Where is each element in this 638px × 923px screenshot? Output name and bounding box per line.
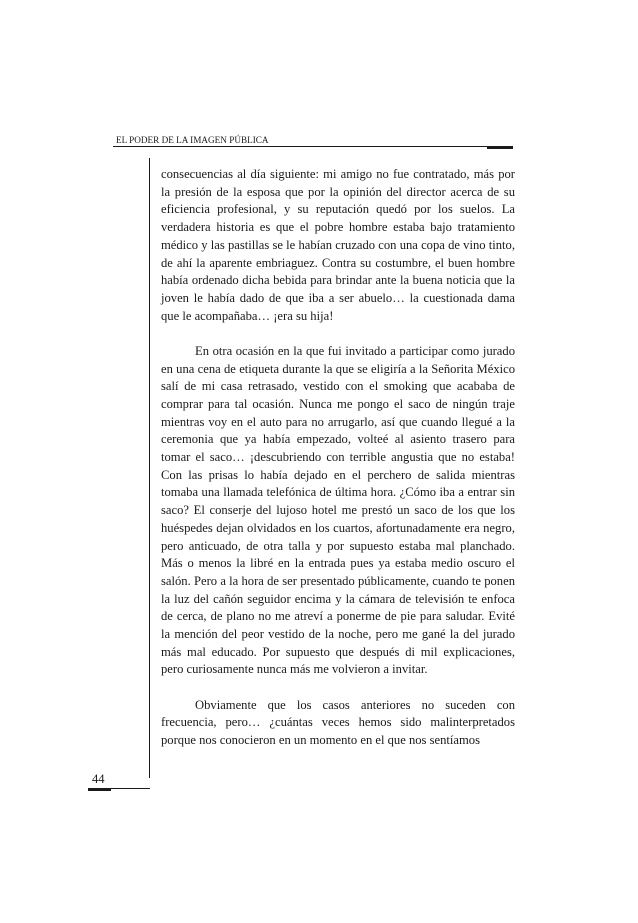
header-rule	[113, 146, 513, 147]
page-number: 44	[92, 772, 105, 786]
header-rule-accent	[487, 146, 513, 149]
paragraph-3: Obviamente que los casos anteriores no suceden con frecuencia, pero… ¿cuántas veces hemos sido malinterpretados porque nos conocieron en un momento en el que nos sentíamos	[161, 697, 515, 748]
paragraph-2: En otra ocasión en la que fui invitado a participar como jurado en una cena de etiqueta durante la que se eligiría a la Señorita México salí de mi casa retrasado, vestido con el smoking que acababa de comprar para tal ocasión. Nunca me pongo el saco de ningún traje mientras voy en el auto para no arrugarlo, así que cuando llegué a la ceremonia que ya había empezado, volteé al asiento trasero para tomar el saco… ¡descubriendo con terrible angustia que no estaba! Con las prisas lo había dejado en el perchero de salida mientras tomaba una llamada telefónica de última hora. ¿Cómo iba a entrar sin saco? El conserje del lujoso hotel me prestó un saco de los que los huéspedes dejan olvidados en los cuartos, afortunadamente era negro, pero anticuado, de otra talla y por supuesto estaba mal planchado. Más o menos la libré en la entrada pues ya estaba medio oscuro el salón. Pero a la hora de ser presentado públicamente, cuando te ponen la luz del cañón seguidor encima y la cámara de televisión te enfoca de cerca, de plano no me atreví a ponerme de pie para saludar. Evité la mención del peor vestido de la noche, pero me gané la del jurado más mal educado. Por supuesto que después di mil explicaciones, pero curiosamente nunca más me volvieron a invitar.	[161, 343, 515, 677]
margin-rule	[149, 158, 150, 778]
paragraph-1: consecuencias al día siguiente: mi amigo no fue contratado, más por la presión de la esposa que por la opinión del director acerca de su eficiencia profesional, y su reputación quedó por los suelos. La verdadera historia es que el pobre hombre estaba bajo tratamiento médico y las pastillas se le habían cruzado con una copa de vino tinto, de ahí la aparente embriaguez. Contra su costumbre, el buen hombre había ordenado dicha bebida para brindar ante la buena noticia que la joven le había dado de que iba a ser abuelo… la cuestionada dama que le acompañaba… ¡era su hija!	[161, 167, 515, 323]
body-text	[161, 166, 515, 750]
footer-rule-accent	[88, 788, 111, 791]
running-head-title: EL PODER DE LA IMAGEN PÚBLICA	[116, 135, 269, 145]
